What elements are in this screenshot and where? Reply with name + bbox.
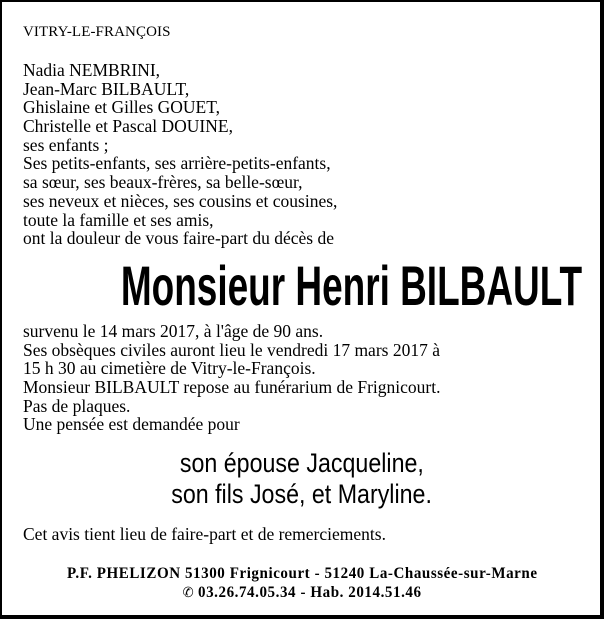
family-line: Ghislaine et Gilles GOUET, [23, 97, 220, 118]
deceased-name: Monsieur Henri BILBAULT [120, 254, 583, 317]
family-line: Nadia NEMBRINI, [23, 60, 161, 80]
family-line: ont la douleur de vous faire-part du décès de [23, 228, 334, 249]
family-line: sa sœur, ses beaux-frères, sa belle-sœur, [23, 172, 303, 193]
detail-line: Monsieur BILBAULT repose au funérarium de Frignicourt. [23, 377, 441, 398]
closing-statement: Cet avis tient lieu de faire-part et de remerciements. [23, 524, 386, 544]
detail-line: Ses obsèques civiles auront lieu le vendredi 17 mars 2017 à [23, 339, 440, 360]
detail-line: Une pensée est demandée pour [23, 414, 240, 435]
remembrance-block [2, 448, 602, 510]
family-line: Jean-Marc BILBAULT, [23, 78, 190, 99]
funeral-details [23, 322, 441, 434]
phone-icon: ✆ [182, 585, 195, 601]
family-line: toute la famille et ses amis, [23, 209, 214, 230]
funeral-home-address: P.F. PHELIZON 51300 Frignicourt - 51240 La-Chaussée-sur-Marne [66, 565, 538, 582]
funeral-home-footer [2, 564, 602, 602]
town-heading: VITRY-LE-FRANÇOIS [23, 24, 171, 40]
funeral-home-contact [183, 583, 422, 603]
deceased-name-block [2, 254, 602, 317]
family-list [23, 61, 337, 248]
funeral-home-phone: 03.26.74.05.34 - Hab. 2014.51.46 [197, 584, 422, 601]
family-line: ses enfants ; [23, 134, 109, 155]
family-line: Ses petits-enfants, ses arrière-petits-enfants, [23, 153, 331, 174]
detail-line: Pas de plaques. [23, 395, 131, 416]
remembrance-line: son épouse Jacqueline, [180, 448, 424, 478]
detail-line: survenu le 14 mars 2017, à l'âge de 90 ans. [23, 321, 324, 341]
remembrance-line: son fils José, et Maryline. [171, 479, 433, 509]
family-line: Christelle et Pascal DOUINE, [23, 116, 233, 137]
family-line: ses neveux et nièces, ses cousins et cousines, [23, 190, 338, 211]
detail-line: 15 h 30 au cimetière de Vitry-le-François. [23, 358, 316, 379]
